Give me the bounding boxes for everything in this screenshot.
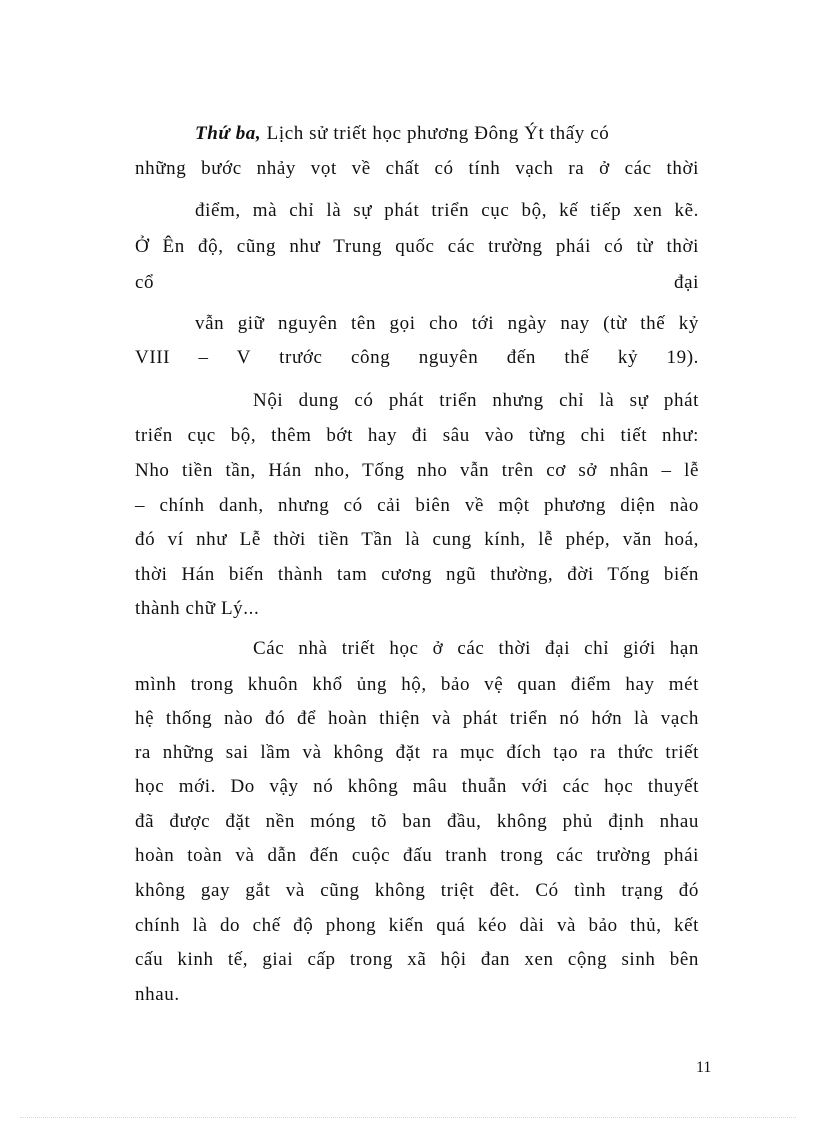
- paragraph3-line: hoàn toàn và dẫn đến cuộc đấu tranh trong các trường phái: [135, 845, 699, 866]
- paragraph1-line5-word-b: đại: [673, 272, 699, 293]
- paragraph1-line2: những bước nhảy vọt về chất có tính vạch ra ở các thời: [135, 158, 699, 179]
- paragraph3-line: chính là do chế độ phong kiến quá kéo dài và bảo thủ, kết: [135, 915, 699, 936]
- paragraph1-line3: điểm, mà chỉ là sự phát triển cục bộ, kế tiếp xen kẽ.: [195, 200, 699, 221]
- lead-phrase: Thứ ba,: [195, 123, 262, 144]
- paragraph3-line: Các nhà triết học ở các thời đại chỉ giới hạn: [253, 638, 699, 659]
- paragraph1-line5: [135, 271, 699, 295]
- paragraph1-line7: VIII – V trước công nguyên đến thế kỷ 19).: [135, 347, 699, 368]
- paragraph2-line: thời Hán biến thành tam cương ngũ thường, đời Tống biến: [135, 564, 699, 585]
- paragraph3-line: học mới. Do vậy nó không mâu thuẫn với các học thuyết: [135, 776, 699, 797]
- paragraph1-line6: vẫn giữ nguyên tên gọi cho tới ngày nay (từ thế kỷ: [195, 313, 699, 334]
- paragraph2-line: – chính danh, nhưng có cải biên về một phương diện nào: [135, 495, 699, 516]
- paragraph1-line4: Ở Ên độ, cũng như Trung quốc các trường phái có từ thời: [135, 236, 699, 257]
- paragraph3-line: đã được đặt nền móng tõ ban đầu, không phủ định nhau: [135, 811, 699, 832]
- paragraph3-line: ra những sai lầm và không đặt ra mục đích tạo ra thức triết: [135, 742, 699, 763]
- paragraph3-line: hệ thống nào đó để hoàn thiện và phát triển nó hớn là vạch: [135, 708, 699, 729]
- paragraph2-line: triển cục bộ, thêm bớt hay đi sâu vào từng chi tiết như:: [135, 425, 699, 446]
- paragraph3-line: không gay gắt và cũng không triệt đêt. Có tình trạng đó: [135, 880, 699, 901]
- page-bottom-rule: [20, 1117, 796, 1118]
- paragraph2-line: Nho tiền tần, Hán nho, Tống nho vẫn trên cơ sở nhân – lễ: [135, 460, 699, 481]
- paragraph2-line-last: thành chữ Lý...: [135, 598, 260, 619]
- paragraph2-line: Nội dung có phát triển nhưng chỉ là sự phát: [253, 390, 699, 411]
- page-number: 11: [696, 1059, 712, 1076]
- paragraph1-line1-text: Lịch sử triết học phương Đông Ýt thấy có: [261, 123, 610, 144]
- paragraph3-line: cấu kinh tế, giai cấp trong xã hội đan xen cộng sinh bên: [135, 949, 699, 970]
- paragraph3-line-last: nhau.: [135, 984, 180, 1005]
- paragraph2-line: đó ví như Lễ thời tiền Tần là cung kính, lễ phép, văn hoá,: [135, 529, 699, 550]
- paragraph3-line: mình trong khuôn khổ ủng hộ, bảo vệ quan điểm hay mét: [135, 674, 699, 695]
- paragraph1-line5-word-a: cổ: [135, 272, 155, 293]
- paragraph1-line1: [195, 122, 699, 146]
